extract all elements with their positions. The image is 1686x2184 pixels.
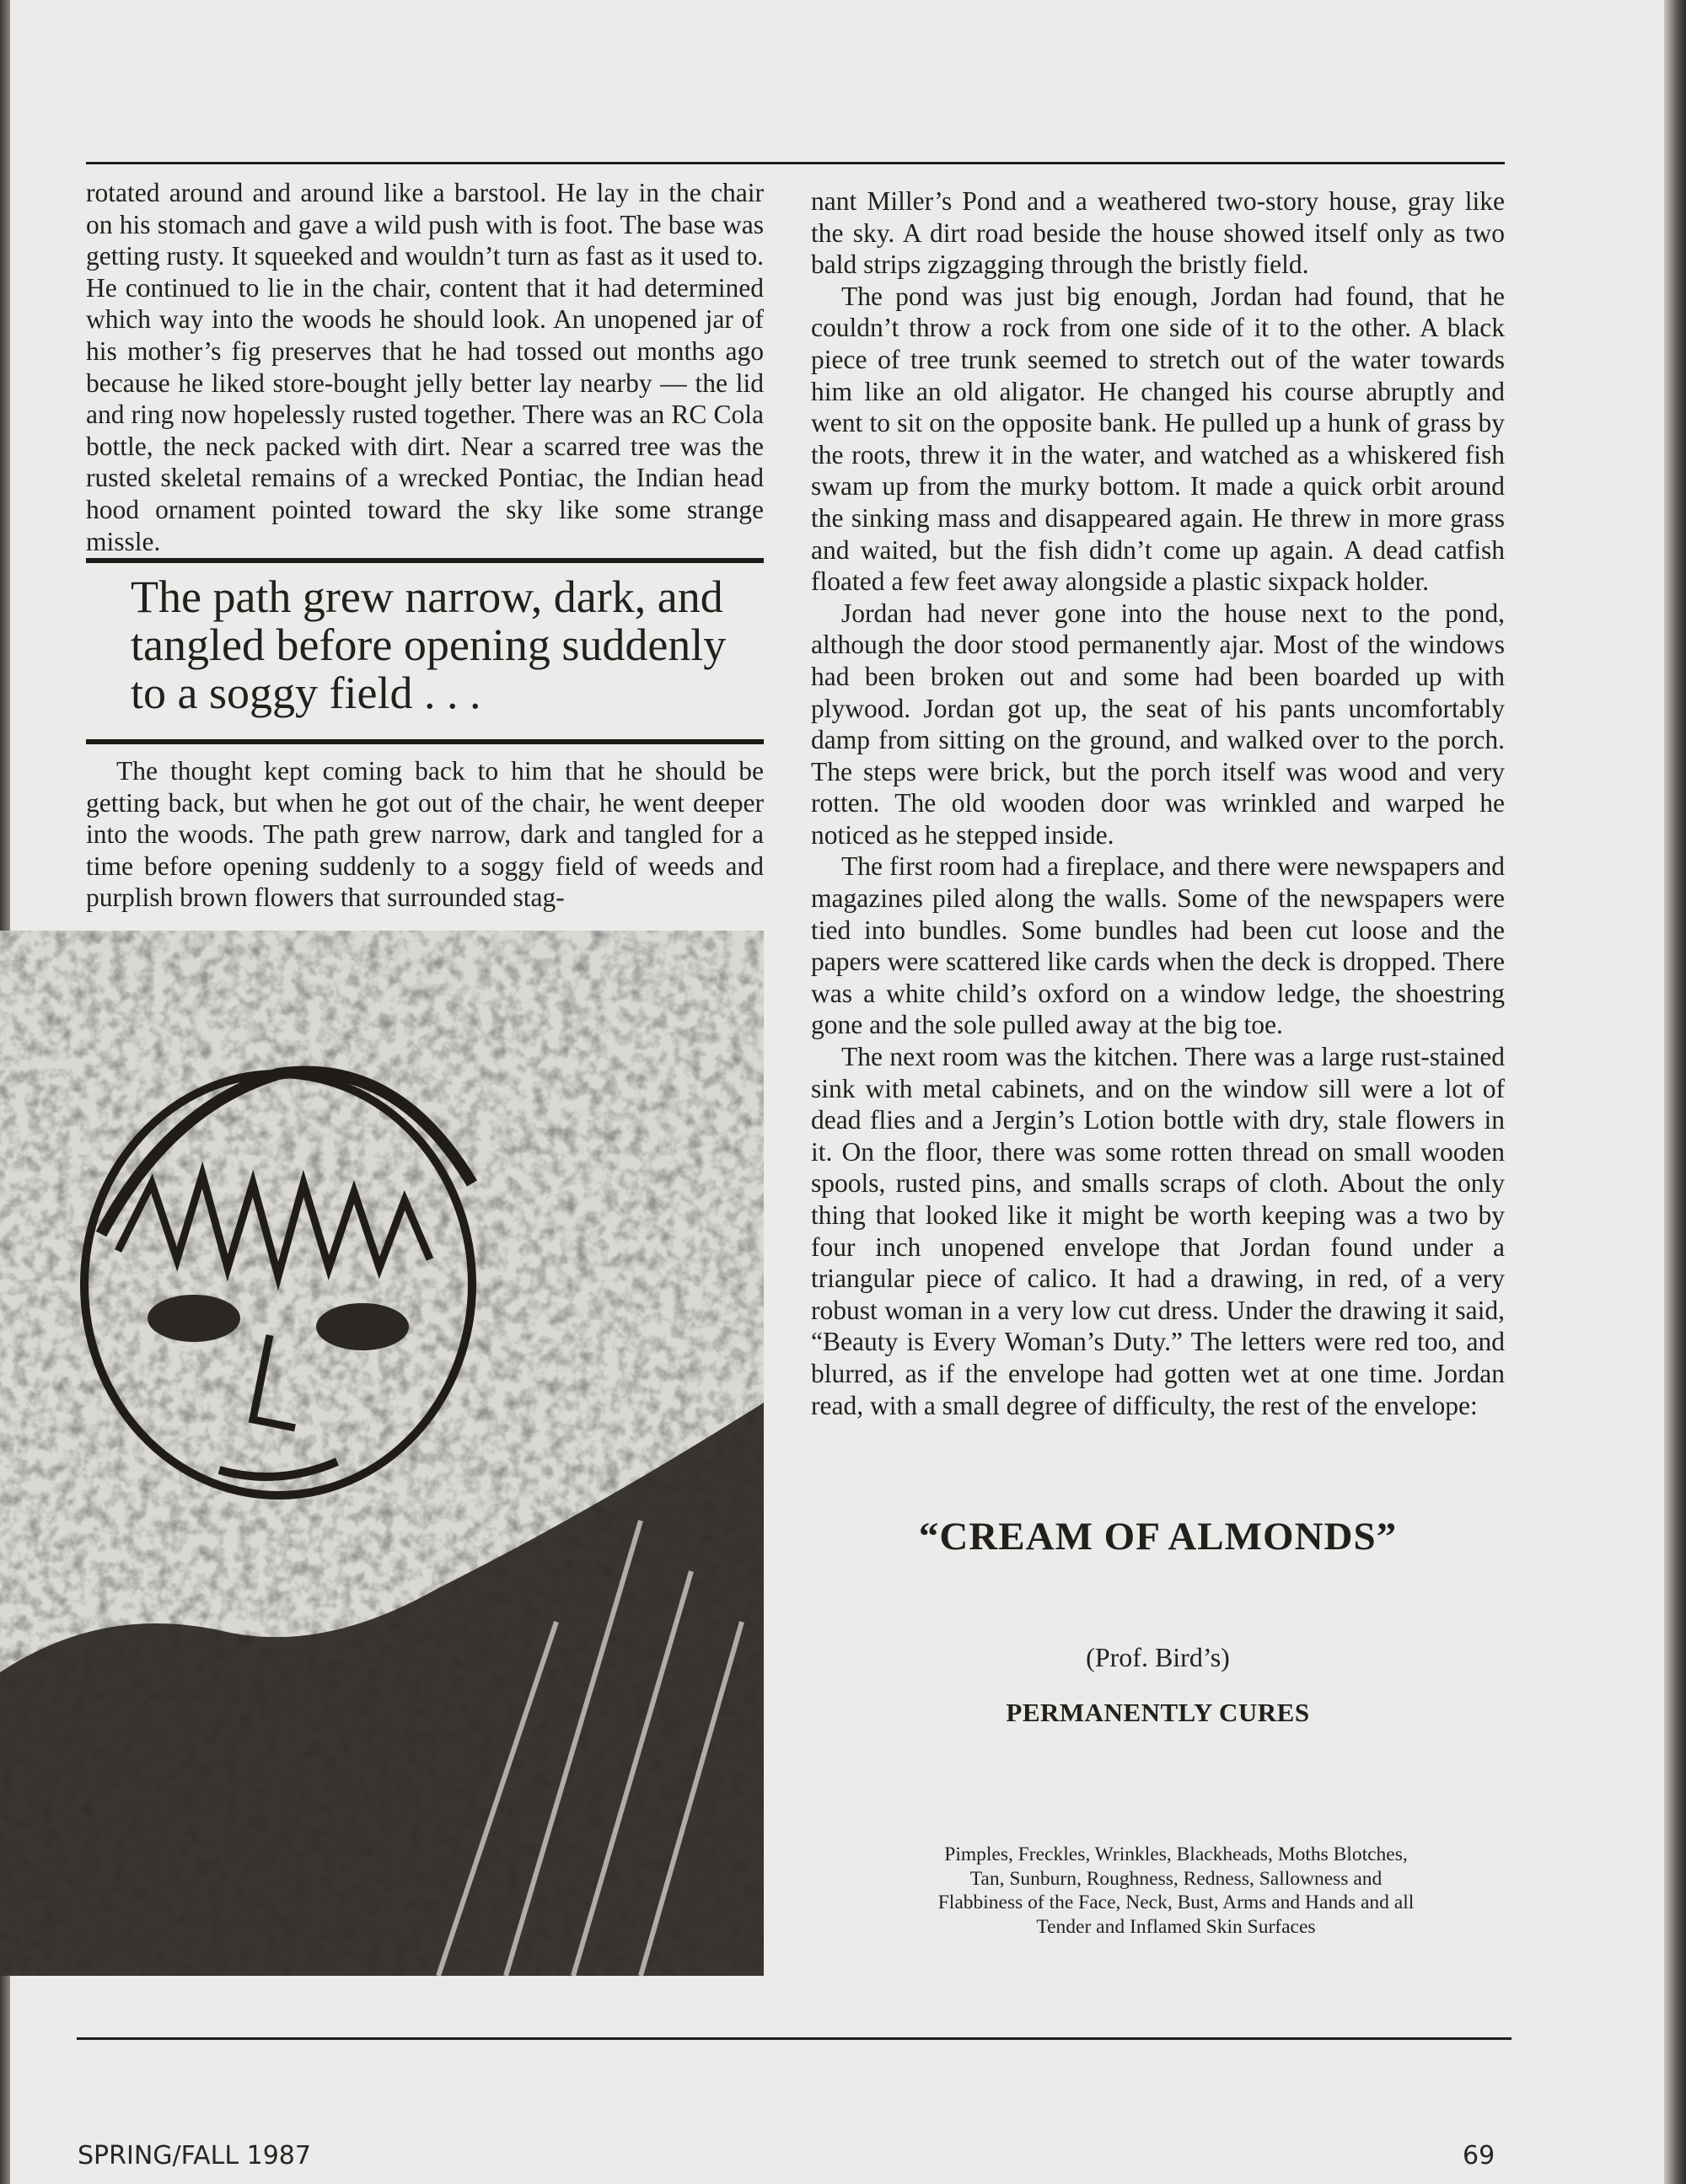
body-paragraph: The pond was just big enough, Jordan had found, that he couldn’t throw a rock from one side of it to the other. A black piece of tree trunk seemed to stretch out of the water towards him like an old aligator. He changed his course abruptly and went to sit on the opposite bank. He pulled up a hunk of grass by the roots, threw it in the water, and watched as a whiskered fish swam up from the murky bottom. It made a quick orbit around the sinking mass and disappeared again. He threw in more grass and waited, but the fish didn’t come up again. A dead catfish floated a few feet away alongside a plastic sixpack holder. (811, 281, 1505, 597)
pull-quote-bottom-rule (86, 739, 764, 744)
body-paragraph: The thought kept coming back to him that he should be getting back, but when he got out of the chair, he went deeper into the woods. The path grew narrow, dark and tangled for a time before opening suddenly to a soggy field of weeds and purplish brown flowers that surrounded stag- (86, 756, 764, 913)
pull-quote-top-rule (86, 558, 764, 563)
body-paragraph: rotated around and around like a barstool. He lay in the chair on his stomach and gave a wild push with is foot. The base was getting rusty. It squeeked and wouldn’t turn as fast as it used to. He continued to lie in the chair, content that it had determined which way into the woods he should look. An unopened jar of his mother’s fig preserves that he had tossed out months ago because he liked store-bought jelly better lay nearby — the lid and ring now hopelessly rusted together. There was an RC Cola bottle, the neck packed with dirt. Near a scarred tree was the rusted skeletal remains of a wrecked Pontiac, the Indian head hood ornament pointed toward the sky like some strange missle. (86, 178, 764, 556)
top-rule (86, 162, 1505, 164)
right-column-text (811, 185, 1505, 1421)
body-paragraph: Jordan had never gone into the house next to the pond, although the door stood permanently ajar. Most of the windows had been broken out and some had been boarded up with plywood. Jordan got up, the seat of his pants uncomfortably damp from sitting on the ground, and walked over to the porch. The steps were brick, but the porch itself was wood and very rotten. The old wooden door was wrinkled and warped he noticed as he stepped inside. (811, 598, 1505, 850)
left-column-top-text (86, 177, 764, 557)
envelope-maker: (Prof. Bird’s) (1086, 1642, 1230, 1672)
body-paragraph: nant Miller’s Pond and a weathered two-story house, gray like the sky. A dirt road beside the house showed itself only as two bald strips zigzagging through the bristly field. (811, 186, 1505, 280)
footer-issue: SPRING/FALL 1987 (78, 2141, 311, 2171)
envelope-ailments: Pimples, Freckles, Wrinkles, Blackheads, Moths Blotches, Tan, Sunburn, Roughness, Redness, Sallowness and Flabbiness of the Face, Neck, Bust, Arms and Hands and all Tender and Inflamed Skin Surfaces (937, 1843, 1415, 1938)
envelope-claim: PERMANENTLY CURES (1006, 1698, 1310, 1727)
illustration-boy-portrait (0, 931, 764, 1976)
pull-quote: The path grew narrow, dark, and tangled before opening suddenly to a soggy field . . . (131, 571, 727, 718)
envelope-title: “CREAM OF ALMONDS” (918, 1515, 1398, 1559)
bottom-rule (77, 2037, 1511, 2040)
page-edge (1664, 0, 1686, 2184)
body-paragraph: The first room had a fireplace, and there were newspapers and magazines piled along the walls. Some of the newspapers were tied into bundles. Some bundles had been cut loose and the papers were scattered like cards when the deck is dropped. There was a white child’s oxford on a window ledge, the shoestring gone and the sole pulled away at the big toe. (811, 851, 1505, 1040)
body-paragraph: The next room was the kitchen. There was a large rust-stained sink with metal cabinets, and on the window sill were a lot of dead flies and a Jergin’s Lotion bottle with dry, stale flowers in it. On the floor, there was some rotten thread on small wooden spools, rusted pins, and smalls scraps of cloth. About the only thing that looked like it might be worth keeping was a two by four inch unopened envelope that Jordan found under a triangular piece of calico. It had a drawing, in red, of a very robust woman in a very low cut dress. Under the drawing it said, “Beauty is Every Woman’s Duty.” The letters were red too, and blurred, as if the envelope had gotten wet at one time. Jordan read, with a small degree of difficulty, the rest of the envelope: (811, 1042, 1505, 1420)
page-number: 69 (1463, 2141, 1495, 2171)
left-column-bottom-text (86, 755, 764, 914)
